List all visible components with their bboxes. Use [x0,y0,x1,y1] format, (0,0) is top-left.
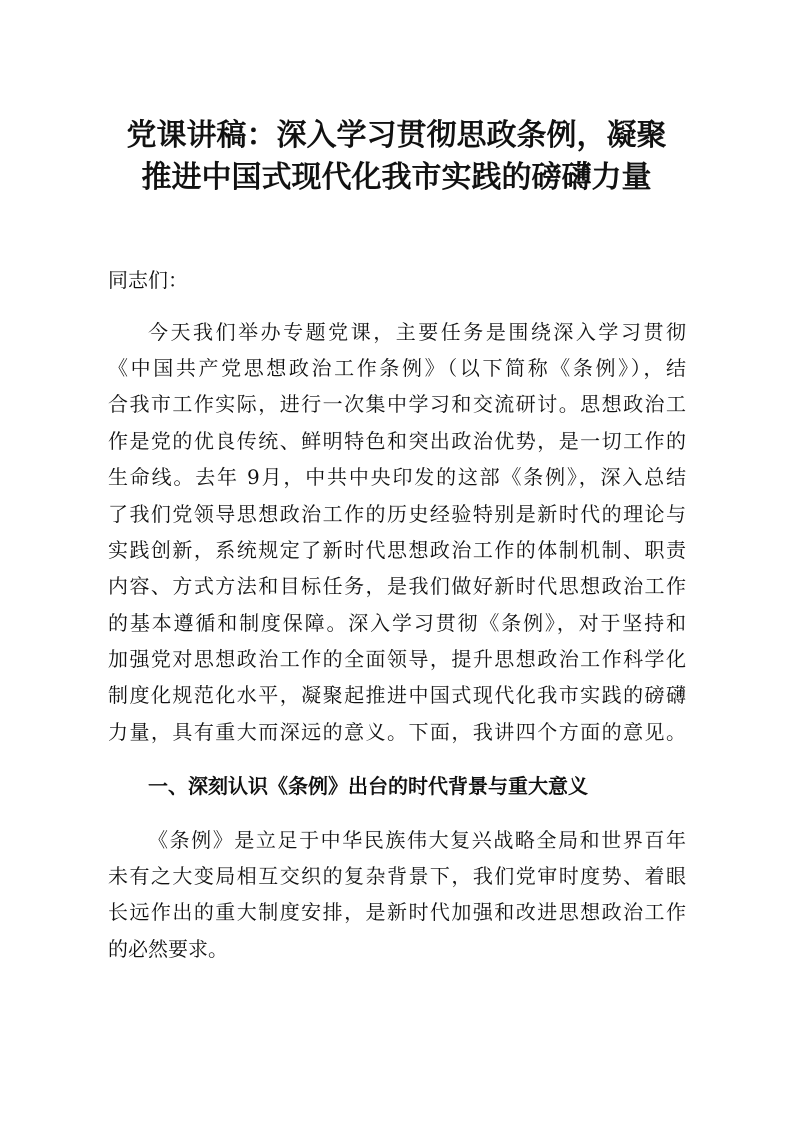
paragraph-2-line: 长远作出的重大制度安排，是新时代加强和改进思想政治工作 [108,900,686,924]
paragraph-1-line: 今天我们举办专题党课，主要任务是围绕深入学习贯彻 [148,320,686,344]
paragraph-1-line: 加强党对思想政治工作的全面领导，提升思想政治工作科学化 [108,647,686,671]
salutation: 同志们： [108,268,188,292]
paragraph-1-line: 生命线。去年 9月，中共中央印发的这部《条例》，深入总结 [108,465,686,489]
paragraph-2-line: 的必然要求。 [108,937,228,961]
document-title-line-2: 推进中国式现代化我市实践的磅礴力量 [141,160,652,195]
paragraph-1-line: 合我市工作实际，进行一次集中学习和交流研讨。思想政治工 [108,392,686,416]
paragraph-1-line: 《中国共产党思想政治工作条例》（以下简称《条例》），结 [108,356,686,380]
document-title-line-1: 党课讲稿：深入学习贯彻思政条例，凝聚 [126,118,667,153]
paragraph-1-line: 了我们党领导思想政治工作的历史经验特别是新时代的理论与 [108,502,686,526]
paragraph-1-line: 制度化规范化水平，凝聚起推进中国式现代化我市实践的磅礴 [108,683,686,707]
paragraph-2-line: 未有之大变局相互交织的复杂背景下，我们党审时度势、着眼 [108,864,686,888]
paragraph-1-line: 的基本遵循和制度保障。深入学习贯彻《条例》，对于坚持和 [108,611,686,635]
paragraph-1-line: 内容、方式方法和目标任务，是我们做好新时代思想政治工作 [108,574,686,598]
paragraph-1-line: 力量，具有重大而深远的意义。下面，我讲四个方面的意见。 [108,720,686,744]
section-heading-1: 一、深刻认识《条例》出台的时代背景与重大意义 [148,774,588,798]
paragraph-2-line: 《条例》是立足于中华民族伟大复兴战略全局和世界百年 [148,828,686,852]
paragraph-1-line: 实践创新，系统规定了新时代思想政治工作的体制机制、职责 [108,538,686,562]
paragraph-1-line: 作是党的优良传统、鲜明特色和突出政治优势，是一切工作的 [108,429,686,453]
